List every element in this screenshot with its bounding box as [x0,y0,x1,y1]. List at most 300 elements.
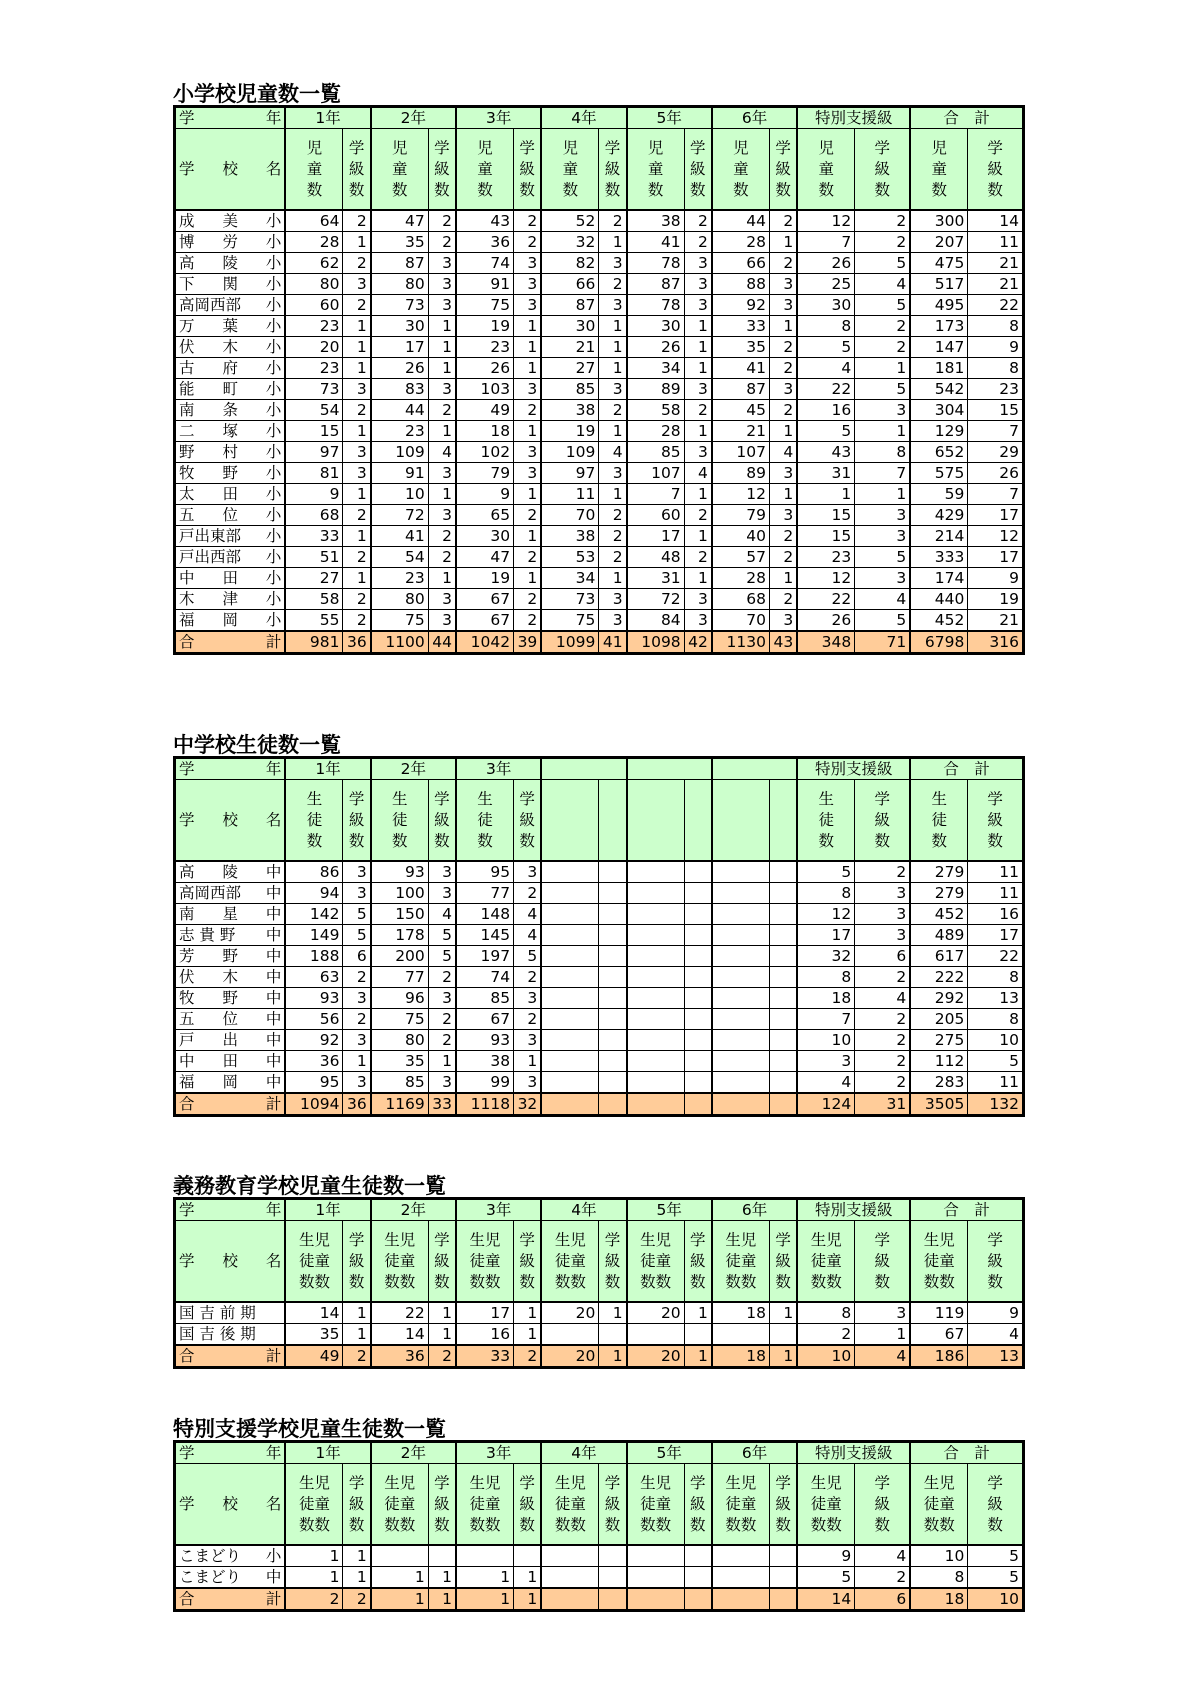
class-count: 1 [343,1545,371,1567]
grade-header: 4年 [541,107,626,129]
grade-header: 特別支援級 [797,107,910,129]
student-count: 174 [910,568,968,589]
student-count: 279 [910,883,968,904]
total-class-count: 36 [343,1093,371,1116]
total-class-count [684,1588,712,1611]
class-count: 2 [343,253,371,274]
total-label: 合 計 [175,1588,286,1611]
student-count: 10 [371,484,429,505]
class-count: 5 [343,925,371,946]
student-count: 85 [627,442,685,463]
class-count [684,1030,712,1051]
school-name: 南 星 中 [175,904,286,925]
count-subheader [627,1221,685,1303]
class-count: 4 [684,463,712,484]
student-count: 16 [456,1324,514,1346]
count-label: 児 童 数 [733,138,749,199]
student-count [371,1545,429,1567]
class-subheader [684,129,712,211]
student-count: 181 [910,358,968,379]
total-class-count: 36 [343,631,371,654]
class-count: 3 [769,505,797,526]
count-subheader [285,780,343,862]
student-count [541,967,599,988]
class-subheader [684,1464,712,1546]
table-row [175,316,1024,337]
student-count [712,1072,770,1094]
student-count [712,1324,770,1346]
student-count: 20 [541,1302,599,1324]
class-count [599,1324,627,1346]
student-count: 17 [456,1302,514,1324]
school-name: 二 塚 小 [175,421,286,442]
total-count [712,1093,770,1116]
student-count: 35 [712,337,770,358]
total-count: 1118 [456,1093,514,1116]
total-count: 20 [627,1345,685,1368]
student-count: 73 [371,295,429,316]
class-count [599,904,627,925]
class-count: 2 [684,547,712,568]
class-count: 2 [514,400,542,421]
class-count: 5 [428,925,456,946]
student-count [712,883,770,904]
student-count: 54 [285,400,343,421]
total-row [175,1588,1024,1611]
class-subheader [514,129,542,211]
table-row [175,379,1024,400]
class-count: 3 [684,442,712,463]
student-count: 178 [371,925,429,946]
total-count: 18 [712,1345,770,1368]
class-count: 2 [684,232,712,253]
table-row [175,568,1024,589]
student-count: 31 [797,463,855,484]
count-subheader [456,780,514,862]
class-count: 3 [514,442,542,463]
table-row [175,988,1024,1009]
class-count: 9 [968,337,1024,358]
class-count: 1 [514,526,542,547]
total-count [541,1588,599,1611]
count-subheader [797,780,855,862]
class-count: 17 [968,505,1024,526]
class-count: 3 [684,610,712,632]
student-count: 84 [627,610,685,632]
class-count: 3 [428,295,456,316]
class-count: 2 [855,861,910,883]
class-count: 1 [428,568,456,589]
total-class-count: 1 [684,1345,712,1368]
grade-header: 4年 [541,1199,626,1221]
class-count: 4 [855,988,910,1009]
student-count: 41 [627,232,685,253]
total-class-count [599,1588,627,1611]
grade-header: 1年 [285,107,370,129]
total-class-count: 4 [855,1345,910,1368]
class-count: 3 [769,295,797,316]
class-count: 2 [855,1030,910,1051]
school-name: こまどり 中 [175,1567,286,1589]
grade-header [627,758,712,780]
student-count: 97 [541,463,599,484]
count-label: 生児 徒童 数数 [640,1473,672,1534]
class-subheader [428,129,456,211]
class-count: 3 [684,295,712,316]
student-count: 14 [285,1302,343,1324]
student-count [541,1030,599,1051]
class-count: 1 [343,1567,371,1589]
class-count [684,1009,712,1030]
class-count [684,904,712,925]
table-row [175,883,1024,904]
table-row [175,274,1024,295]
student-count: 72 [371,505,429,526]
class-count: 1 [769,232,797,253]
count-label: 生児 徒童 数数 [640,1230,672,1291]
student-count: 1 [285,1545,343,1567]
class-label: 学 級 数 [519,138,535,199]
student-count: 41 [371,526,429,547]
school-name: 戸出西部 小 [175,547,286,568]
class-subheader [343,780,371,862]
class-count: 12 [968,526,1024,547]
student-count: 75 [541,610,599,632]
junior-high-table [173,756,1025,1117]
student-count [627,1030,685,1051]
class-count: 21 [968,274,1024,295]
class-count: 4 [428,442,456,463]
class-count: 1 [343,316,371,337]
total-class-count: 42 [684,631,712,654]
grade-header: 合 計 [910,758,1023,780]
total-class-count [769,1588,797,1611]
student-count: 495 [910,295,968,316]
class-count: 1 [428,421,456,442]
school-name: 能 町 小 [175,379,286,400]
table-row [175,1302,1024,1324]
class-count: 4 [428,904,456,925]
student-count: 5 [797,1567,855,1589]
class-count: 1 [343,232,371,253]
class-count: 3 [428,379,456,400]
class-count: 4 [514,904,542,925]
class-label: 学 級 数 [434,138,450,199]
student-count [541,1567,599,1589]
class-count: 2 [769,526,797,547]
class-count: 2 [514,589,542,610]
total-count: 1098 [627,631,685,654]
class-count: 3 [428,883,456,904]
student-count [712,967,770,988]
class-count: 1 [428,484,456,505]
student-count: 19 [541,421,599,442]
class-count: 1 [428,337,456,358]
class-count: 13 [968,988,1024,1009]
count-subheader [456,129,514,211]
class-count: 3 [769,463,797,484]
class-subheader [855,780,910,862]
grade-header: 5年 [627,1442,712,1464]
student-count: 103 [456,379,514,400]
count-label: 生児 徒童 数数 [810,1230,842,1291]
class-count: 3 [855,904,910,925]
grade-header: 特別支援級 [797,1199,910,1221]
class-count: 1 [428,358,456,379]
grade-header [712,758,797,780]
student-count: 275 [910,1030,968,1051]
grade-header: 3年 [456,758,541,780]
student-count: 283 [910,1072,968,1094]
class-subheader [855,1221,910,1303]
total-count [627,1093,685,1116]
total-count: 1099 [541,631,599,654]
table-row [175,547,1024,568]
class-label: 学 級 数 [775,138,791,199]
school-name: 古 府 小 [175,358,286,379]
class-count: 2 [514,1009,542,1030]
grade-header: 2年 [371,758,456,780]
student-count: 58 [627,400,685,421]
class-count: 1 [684,337,712,358]
class-count: 3 [343,1030,371,1051]
table-row [175,589,1024,610]
class-count [769,1545,797,1567]
student-count: 91 [371,463,429,484]
class-count: 1 [428,1051,456,1072]
student-count: 35 [285,1324,343,1346]
class-label: 学 級 数 [987,1230,1003,1291]
count-label: 児 童 数 [931,138,948,199]
student-count: 85 [456,988,514,1009]
class-count: 2 [684,505,712,526]
class-count: 3 [684,589,712,610]
student-count [627,925,685,946]
student-count [627,883,685,904]
student-count: 9 [456,484,514,505]
student-count: 26 [627,337,685,358]
table-row [175,526,1024,547]
student-count: 79 [712,505,770,526]
school-name: 伏 木 小 [175,337,286,358]
student-count: 77 [456,883,514,904]
student-count: 429 [910,505,968,526]
total-count: 124 [797,1093,855,1116]
class-label: 学 級 数 [519,1473,535,1534]
student-count: 91 [456,274,514,295]
total-class-count: 1 [428,1588,456,1611]
student-count: 147 [910,337,968,358]
student-count: 48 [627,547,685,568]
class-count: 2 [855,1072,910,1094]
class-count: 1 [514,1302,542,1324]
table-row [175,861,1024,883]
student-count: 43 [456,210,514,232]
class-count: 1 [514,1567,542,1589]
student-count [541,1324,599,1346]
class-count: 2 [599,210,627,232]
class-count [684,1567,712,1589]
class-count: 1 [599,316,627,337]
count-subheader [797,1464,855,1546]
student-count: 66 [712,253,770,274]
student-count: 87 [371,253,429,274]
student-count: 82 [541,253,599,274]
class-count: 3 [599,463,627,484]
student-count: 197 [456,946,514,967]
special-support-section [173,1418,1025,1612]
student-count: 33 [285,526,343,547]
student-count: 44 [712,210,770,232]
student-count: 7 [797,1009,855,1030]
grade-header: 2年 [371,1199,456,1221]
school-name-label: 学 校 名 [175,1464,286,1546]
table-row [175,946,1024,967]
count-label: 生 徒 数 [306,789,323,850]
class-count: 3 [343,883,371,904]
count-label: 生 徒 数 [391,789,408,850]
count-label: 生 徒 数 [818,789,834,850]
total-count: 36 [371,1345,429,1368]
table-row [175,358,1024,379]
student-count: 207 [910,232,968,253]
grade-header [541,758,626,780]
grade-header-row [175,1442,1024,1464]
class-count: 2 [428,526,456,547]
school-name: こまどり 小 [175,1545,286,1567]
count-subheader [371,1464,429,1546]
count-subheader [712,1221,770,1303]
class-count [769,1072,797,1094]
class-subheader [599,1464,627,1546]
count-subheader [910,1221,968,1303]
student-count: 1 [797,484,855,505]
count-label: 生児 徒童 数数 [298,1473,330,1534]
total-count: 14 [797,1588,855,1611]
class-count: 2 [428,400,456,421]
class-count: 6 [855,946,910,967]
class-subheader [684,1221,712,1303]
class-count: 4 [855,1545,910,1567]
student-count [541,1009,599,1030]
class-label: 学 級 数 [874,1230,890,1291]
student-count: 67 [456,610,514,632]
class-count: 14 [968,210,1024,232]
student-count: 107 [627,463,685,484]
class-label: 学 級 数 [874,789,890,850]
table-row [175,484,1024,505]
student-count: 25 [797,274,855,295]
student-count: 149 [285,925,343,946]
total-class-count: 1 [599,1345,627,1368]
class-subheader [428,1221,456,1303]
class-subheader [514,780,542,862]
class-count: 2 [514,967,542,988]
count-subheader [285,129,343,211]
class-subheader [343,1464,371,1546]
class-count: 5 [855,295,910,316]
student-count: 11 [541,484,599,505]
class-label: 学 級 数 [987,789,1003,850]
class-count: 1 [684,568,712,589]
count-label: 生児 徒童 数数 [923,1230,955,1291]
class-count: 3 [343,463,371,484]
class-count: 2 [684,400,712,421]
student-count: 31 [627,568,685,589]
class-count [684,1072,712,1094]
school-name: 高岡西部 小 [175,295,286,316]
student-count: 35 [371,232,429,253]
class-subheader [343,1221,371,1303]
class-count: 3 [599,295,627,316]
count-subheader [712,780,770,862]
class-count: 9 [968,568,1024,589]
student-count: 67 [456,1009,514,1030]
class-subheader [855,1464,910,1546]
class-subheader [968,780,1024,862]
student-count: 12 [797,904,855,925]
class-count: 1 [343,484,371,505]
class-subheader [684,780,712,862]
class-count: 3 [514,463,542,484]
class-count: 2 [769,210,797,232]
grade-label-cell: 学 年 [175,758,286,780]
student-count: 575 [910,463,968,484]
class-count: 5 [428,946,456,967]
class-count: 3 [684,379,712,400]
student-count: 100 [371,883,429,904]
total-class-count: 71 [855,631,910,654]
student-count: 60 [285,295,343,316]
class-count [684,1051,712,1072]
class-count: 3 [428,274,456,295]
class-count: 3 [599,589,627,610]
class-count: 5 [855,253,910,274]
class-count: 1 [855,358,910,379]
student-count: 23 [797,547,855,568]
school-name: 五 位 中 [175,1009,286,1030]
student-count: 17 [627,526,685,547]
total-count: 1100 [371,631,429,654]
student-count [627,1324,685,1346]
student-count: 87 [627,274,685,295]
class-count: 3 [855,925,910,946]
class-count: 4 [855,274,910,295]
student-count: 8 [797,967,855,988]
class-count [769,1009,797,1030]
class-count: 1 [599,568,627,589]
student-count [627,861,685,883]
class-count: 1 [343,1302,371,1324]
school-name: 高岡西部 中 [175,883,286,904]
count-label: 生児 徒童 数数 [725,1230,757,1291]
student-count: 652 [910,442,968,463]
class-count: 2 [343,400,371,421]
student-count: 15 [285,421,343,442]
student-count: 119 [910,1302,968,1324]
total-class-count: 316 [968,631,1024,654]
class-count: 1 [599,421,627,442]
student-count: 72 [627,589,685,610]
student-count: 87 [712,379,770,400]
class-label: 学 級 数 [874,138,890,199]
student-count: 16 [797,400,855,421]
student-count [627,1567,685,1589]
school-name: 成 美 小 [175,210,286,232]
school-name: 中 田 小 [175,568,286,589]
class-subheader [343,129,371,211]
student-count: 34 [541,568,599,589]
